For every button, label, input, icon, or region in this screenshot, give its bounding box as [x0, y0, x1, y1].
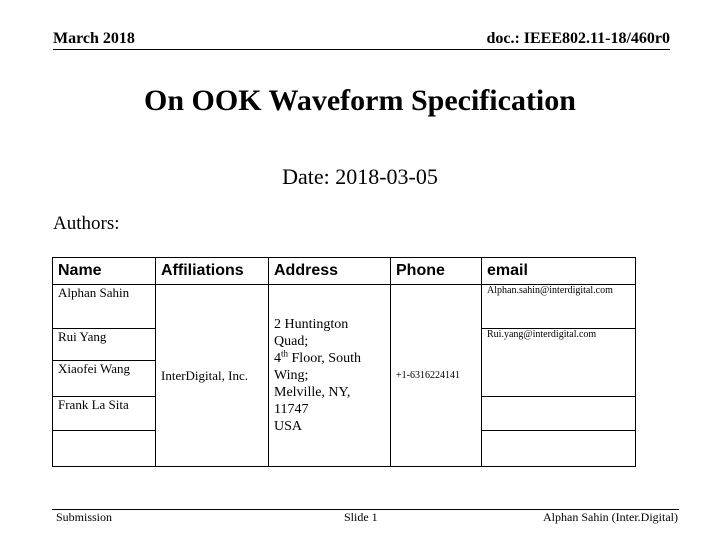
author-name: Alphan Sahin — [53, 285, 156, 329]
slide-title: On OOK Waveform Specification — [144, 84, 576, 117]
header-doc-id: doc.: IEEE802.11-18/460r0 — [486, 30, 670, 47]
address-line: Wing; — [274, 368, 309, 383]
header-name: Name — [53, 258, 156, 285]
address-superscript: th — [281, 348, 289, 359]
author-email: Rui.yang@interdigital.com — [482, 329, 636, 397]
email-cell-empty — [482, 397, 636, 431]
header-email: email — [482, 258, 636, 285]
table-row — [53, 285, 636, 329]
address-line: Floor, South — [288, 351, 361, 366]
author-affiliation: InterDigital, Inc. — [156, 285, 269, 467]
author-address — [269, 285, 391, 467]
author-name: Rui Yang — [53, 329, 156, 361]
footer-submission: Submission — [56, 510, 113, 524]
author-phone: +1-6316224141 — [391, 285, 482, 467]
address-line: Quad; — [274, 334, 309, 349]
address-line: Melville, NY, — [274, 385, 351, 400]
author-email: Alphan.sahin@interdigital.com — [482, 285, 636, 329]
author-name: Xiaofei Wang — [53, 361, 156, 397]
name-cell-empty — [53, 431, 156, 467]
footer-author: Alphan Sahin (Inter.Digital) — [543, 510, 678, 524]
authors-table — [52, 257, 636, 467]
header-affiliations: Affiliations — [156, 258, 269, 285]
authors-label: Authors: — [53, 213, 120, 234]
author-name: Frank La Sita — [53, 397, 156, 431]
address-line: 11747 — [274, 402, 309, 417]
address-line: 2 Huntington — [274, 317, 349, 332]
header-rule — [53, 49, 670, 50]
table-header-row — [53, 258, 636, 285]
header-date: March 2018 — [53, 30, 135, 47]
address-line: USA — [274, 419, 303, 434]
header-address: Address — [269, 258, 391, 285]
date-line: Date: 2018-03-05 — [282, 164, 438, 189]
footer-slide-number: Slide 1 — [344, 510, 378, 524]
header-phone: Phone — [391, 258, 482, 285]
email-cell-empty — [482, 431, 636, 467]
address-line: 4 — [274, 351, 281, 366]
